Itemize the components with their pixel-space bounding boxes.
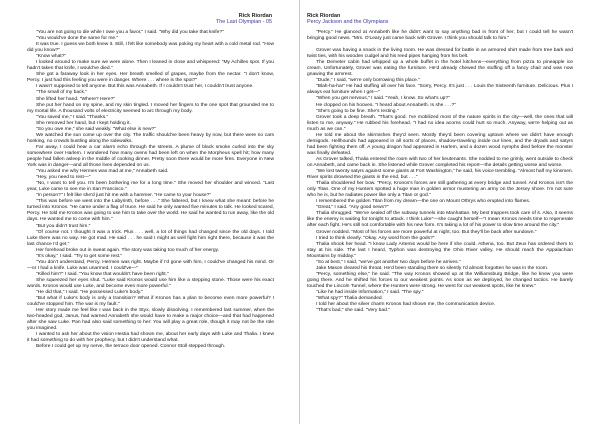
left-page-header [216, 13, 272, 25]
right-header-book-title: Percy Jackson and the Olympians [307, 19, 389, 26]
paragraph: "Hey, you need to rest—" [36, 175, 91, 181]
paragraph: Grover was having a snack in the living room. He was dressed for battle in an armored shirt made from tree bark and twist ties, with his wooden cudgel and his reed pipes hanging from his belt. [307, 48, 573, 60]
paragraph: "Of course not. I thought it was a trick. Plus . . . well, a lot of things had changed since the old days. I told Luke there was no way. He got mad. He said . . . he said I might as well fight him right there, because it was the last chance I'd get." [27, 229, 274, 247]
paragraph: It was true. I guess we both knew it. Still, I felt like somebody was poking my heart with a cold metal rod. "How did you know?" [27, 42, 274, 54]
left-header-book-title: The Last Olympian - 05 [215, 19, 272, 26]
paragraph: Thalia shook her head. "I know Lady Artemis would be here if she could. Athena, too. But Zeus has ordered them to stay at his side. The last I heard, Typhon was destroying the Ohio River valley. He should reach the Appalachian Mountains by midday." [307, 241, 573, 259]
paragraph: She put her hand on my spine, and my skin tingled. I moved her fingers to the one spot that grounded me to my mortal life. A thousand volts of electricity seemed to arc through my body. [27, 102, 274, 114]
paragraph: "So you owe me," she said weakly. "What else is new?" [36, 126, 156, 132]
paragraph: "What spy?" Thalia demanded. [316, 296, 383, 302]
paragraph: She got a faraway look in her eyes. Her breath smelled of grapes, maybe from the nectar. "I don't know, Percy. I just had this feeling you were in danger. Where . . . where is the spot?" [27, 72, 274, 84]
paragraph: I told her about the silver charm Kronos had shown me, the communication device. [316, 302, 496, 308]
paragraph: She lifted her hand. "Where? Here?" [36, 96, 116, 102]
paragraph: "You asked me why Hermes was mad at me," Annabeth said. [36, 169, 169, 175]
paragraph: I looked around to make sure we were alone. Then I leaned in close and whispered: "My Achilles spot. If you hadn't taken that knife, I would've died." [27, 60, 274, 72]
right-header-author: Rick Riordan [307, 13, 341, 19]
paragraph: "Percy, something else," he said. "The way Kronos showed up at the Williamsburg Bridge, like he knew you were going there. And he shifted his forces to our weakest points. As soon as we deployed, he changed tactics. He barely touched the Lincoln Tunnel, where the Hunters were strong. He went for our weakest spots, like he knew." [307, 271, 573, 289]
paragraph: "She's going to be fine. She's resting." [316, 108, 399, 114]
paragraph: "In person?" I felt like she'd just hit me with a hammer. "He came to your house?" [36, 193, 212, 199]
paragraph: "Dude," I said, "we're only borrowing this place." [316, 78, 420, 84]
paragraph: Before I could get up my nerve, the terrace door opened. Connor Stoll stepped through. [36, 344, 226, 350]
paragraph: Her forehead broke out in sweat again. The story was taking too much of her energy. [36, 247, 220, 253]
right-page-header [307, 13, 389, 25]
paragraph: Jake Mason cleared his throat. He'd been standing there so silently I'd almost forgotten he was in the room. [316, 265, 549, 271]
paragraph: I wasn't supposed to tell anyone. But this was Annabeth. If I couldn't trust her, I couldn't trust anyone. [36, 84, 254, 90]
left-header-author: Rick Riordan [238, 13, 272, 19]
right-page [300, 0, 600, 424]
paragraph: "When you get nervous," I said. "Yeah, I know. So what's up?" [316, 96, 450, 102]
paragraph: Thalia shrugged. "We've sealed off the subway tunnels into Manhattan. My best trappers took care of it. Also, it seems like the enemy is waiting for tonight to attack. I think Luke"—she caught herself—"I mean Kronos needs time to regenerate after each fight. He's still not comfortable with his new form. It's taking a lot of his power to slow time around the city." [307, 211, 573, 229]
paragraph: "So at best," I said, "we've got another two days before he arrives." [316, 259, 461, 265]
paragraph: "Blah-ha-ha!" He had stuffing all over his face. "Sorry, Percy. It's just . . . Louis the Sixteenth furniture. Delicious. Plus I always eat furniture when I get—" [307, 84, 573, 96]
paragraph: "But you didn't trust him." [36, 223, 91, 229]
paragraph: "It's okay," I said. "Try to get some rest." [36, 253, 123, 259]
paragraph: "You would've done the same for me." [36, 36, 119, 42]
paragraph: Grover took a deep breath. "That's good. I've mobilized most of the nature spirits in the city—well, the ones that will listen to me, anyway." He rubbed his forehead. "I had no idea acorns could hurt so much. Anyway, we're helping out as much as we can." [307, 114, 573, 132]
paragraph: We watched the sun come up over the city. The traffic should've been heavy by now, but there were no cars honking, no crowds bustling along the sidewalks. [27, 132, 274, 144]
paragraph: Far away, I could hear a car alarm echo through the streets. A plume of black smoke curled into the sky somewhere over Harlem. I wondered how many ovens had been left on when the Morpheus spell hit; how many people had fallen asleep in the middle of cooking dinner. Pretty soon there would be more fires. Everyone in New York was in danger—and all those lives depended on us. [27, 144, 274, 169]
paragraph: He told me about the skirmishes they'd seen. Mostly they'd been covering uptown where we didn't have enough demigods. Hellhounds had appeared in all sorts of places, shadow-traveling inside our lines, and the dryads and satyrs had been fighting them off. A young dragon had appeared in Harlem, and a dozen wood nymphs died before the monster was finally defeated. [307, 132, 573, 156]
paragraph: "You saved me," I said. "Thanks." [36, 114, 109, 120]
paragraph: "Like he had inside information," I said. "The spy." [316, 289, 424, 295]
paragraph: As Grover talked, Thalia entered the room with two of her lieutenants. She nodded to me grimly, went outside to check on Annabeth, and came back in. She listened while Grover completed his report—the details getting worse and worse. [307, 156, 573, 168]
paragraph: "Know what?" [36, 54, 67, 60]
paragraph: Thalia shouldered her bow. "Percy, Kronos's forces are still gathering at every bridge and tunnel. And Kronos isn't the only Titan. One of my Hunters spotted a huge man in golden armor mustering an army on the Jersey shore. I'm not sure who he is, but he radiates power like only a Titan or god." [307, 181, 573, 199]
paragraph: He clopped on his hooves. "I heard about Annabeth. Is she . . .?" [316, 102, 456, 108]
paragraph: "Great," I said. "Any good news?" [316, 205, 389, 211]
paragraph: "He did that," I said. "He possessed Luke's body." [36, 290, 144, 296]
paragraph: "You are not going to die while I owe you a favor," I said. "Why did you take that knife?" [36, 30, 224, 35]
paragraph: She removed her hand, but I kept holding it. [36, 120, 131, 126]
right-page-body [307, 30, 573, 410]
paragraph: "This was before we went into the Labyrinth, before . . ." She faltered, but I knew what she meant: before he turned into Kronos. "He came under a flag of truce. He said he only wanted five minutes to talk. He looked scared, Percy. He told me Kronos was going to use him to take over the world. He said he wanted to run away, like the old days. He wanted me to come with him." [27, 199, 274, 223]
paragraph: "We lost twenty satyrs against some giants at Fort Washington," he said, his voice trembling. "Almost half my kinsmen. River spirits drowned the giants in the end, but . . ." [307, 169, 573, 181]
paragraph: "But what if Luke's body is only a transition? What if Kronos has a plan to become even more powerful? I could've stopped him. The war is my fault." [27, 296, 274, 308]
paragraph: I tried to think clearly. "Okay. Any word from the gods?" [316, 235, 435, 241]
paragraph: "No, I want to tell you. It's been bothering me for a long time." She moved her shoulder and winced. "Last year, Luke came to see me in San Francisco." [27, 181, 274, 193]
paragraph: "You don't understand, Percy. Hermes was right. Maybe if I'd gone with him, I could've changed his mind. Or—or I had a knife. Luke was unarmed. I could've—" [27, 259, 274, 271]
paragraph: "That's bad," she said. "Very bad." [316, 308, 390, 314]
paragraph: Grover nodded. "Most of his forces are more powerful at night, too. But they'll be back after sundown." [316, 229, 537, 235]
paragraph: Her story made me feel like I was back in the Styx, slowly dissolving. I remembered last summer, when the two-headed god, Janus, had warned Annabeth she would have to make a major choice—and that had happened after she saw Luke. Pan had also said something to her: You will play a great role, though it may not be the role you imagined. [27, 308, 274, 332]
paragraph: "Percy." He glanced at Annabeth like he didn't want to say anything bad in front of her, but I could tell he wasn't bringing good news. "Mrs. O'Leary just came back with Grover. I think you should talk to him." [307, 30, 573, 42]
paragraph: I wanted to ask her about the vision Hestia had shown me, about her early days with Luke and Thalia. I knew it had something to do with her prophecy, but I didn't understand what. [27, 332, 274, 344]
paragraph: The Demeter cabin had whipped up a whole buffet in the hotel kitchens—everything from pizza to pineapple ice cream. Unfortunately, Grover was eating the furniture. He'd already chewed the stuffing off a fancy chair and was now gnawing the armrest. [307, 60, 573, 78]
paragraph: She squeezed her eyes shut. "Luke said Kronos would use him like a stepping stone. Those were his exact words. Kronos would use Luke, and become even more powerful." [27, 277, 274, 289]
paragraph: I remembered the golden Titan from my dream—the one on Mount Othrys who erupted into flames. [316, 199, 531, 205]
left-page-body [27, 30, 274, 410]
paragraph: "Killed him?" I said. "You know that wouldn't have been right." [36, 271, 169, 277]
paragraph: "The small of my back." [36, 90, 88, 96]
